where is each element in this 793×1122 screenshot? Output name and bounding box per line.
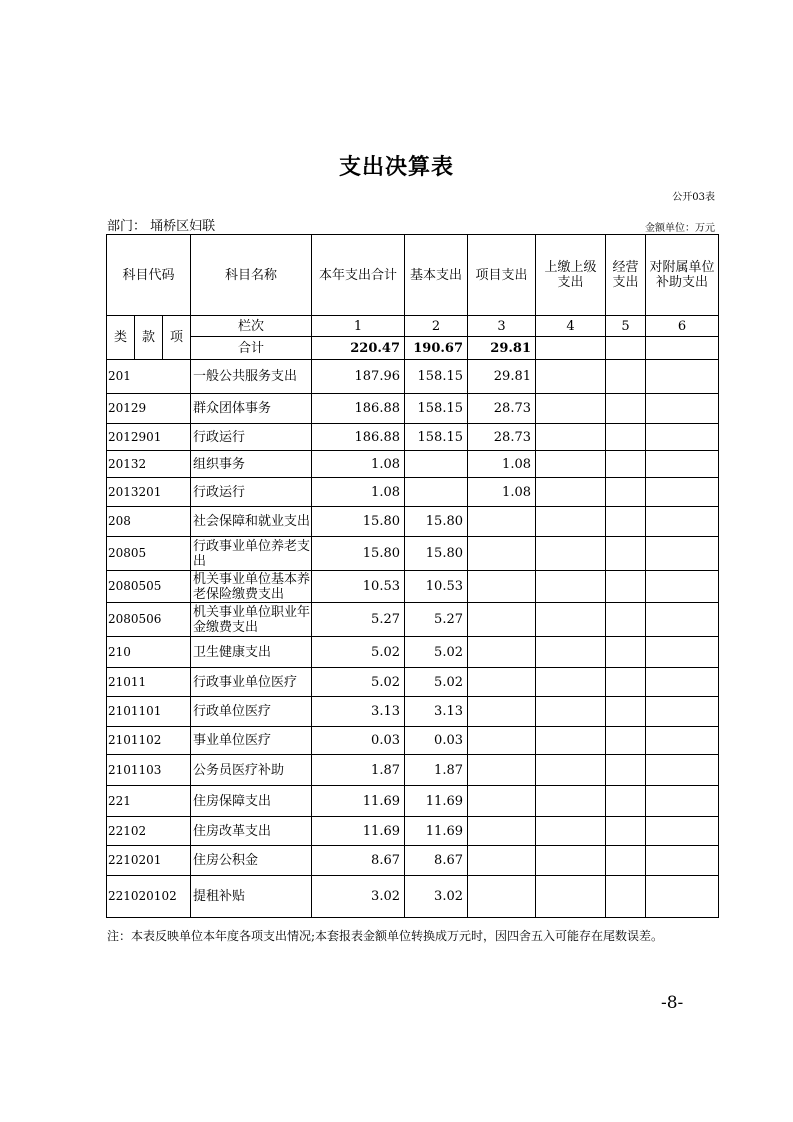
amount-project — [468, 571, 536, 603]
amount-operating — [606, 727, 646, 755]
amount-total: 5.02 — [312, 637, 405, 668]
amount-operating — [606, 697, 646, 727]
total-upper — [536, 337, 606, 360]
form-number: 公开03表 — [672, 192, 715, 203]
subject-code: 2101102 — [107, 727, 191, 755]
subject-code: 221020102 — [107, 876, 191, 918]
amount-subsidiary — [646, 668, 719, 697]
amount-subsidiary — [646, 876, 719, 918]
table-row — [107, 478, 719, 507]
amount-basic: 15.80 — [405, 537, 468, 571]
header-basic: 基本支出 — [405, 235, 468, 316]
subject-name: 群众团体事务 — [191, 394, 312, 424]
subject-code: 2080506 — [107, 603, 191, 637]
header-lei: 类 — [107, 316, 135, 360]
amount-operating — [606, 603, 646, 637]
amount-project — [468, 697, 536, 727]
subject-name: 公务员医疗补助 — [191, 755, 312, 786]
amount-subsidiary — [646, 537, 719, 571]
amount-subsidiary — [646, 817, 719, 846]
amount-subsidiary — [646, 755, 719, 786]
amount-operating — [606, 571, 646, 603]
header-operating: 经营支出 — [606, 235, 646, 316]
amount-project: 28.73 — [468, 424, 536, 451]
sum-label: 合计 — [191, 337, 312, 360]
amount-project — [468, 668, 536, 697]
amount-total: 3.13 — [312, 697, 405, 727]
amount-operating — [606, 668, 646, 697]
amount-total: 11.69 — [312, 786, 405, 817]
header-subject-code: 科目代码 — [107, 235, 191, 316]
amount-basic — [405, 451, 468, 478]
amount-project: 1.08 — [468, 451, 536, 478]
amount-total: 5.27 — [312, 603, 405, 637]
amount-operating — [606, 478, 646, 507]
amount-project — [468, 846, 536, 876]
amount-upper — [536, 537, 606, 571]
subject-name: 行政事业单位医疗 — [191, 668, 312, 697]
subject-code: 22102 — [107, 817, 191, 846]
table-row — [107, 424, 719, 451]
amount-project — [468, 755, 536, 786]
amount-operating — [606, 394, 646, 424]
amount-total: 5.02 — [312, 668, 405, 697]
total-subsidiary — [646, 337, 719, 360]
amount-upper — [536, 876, 606, 918]
column-number: 1 — [312, 316, 405, 337]
amount-upper — [536, 786, 606, 817]
amount-project: 29.81 — [468, 360, 536, 394]
subject-name: 社会保障和就业支出 — [191, 507, 312, 537]
amount-upper — [536, 451, 606, 478]
table-row — [107, 817, 719, 846]
header-upper: 上缴上级支出 — [536, 235, 606, 316]
table-row — [107, 697, 719, 727]
amount-operating — [606, 817, 646, 846]
table-row — [107, 876, 719, 918]
amount-upper — [536, 668, 606, 697]
amount-operating — [606, 786, 646, 817]
table-row — [107, 755, 719, 786]
amount-operating — [606, 755, 646, 786]
total-operating — [606, 337, 646, 360]
amount-basic: 0.03 — [405, 727, 468, 755]
amount-total: 8.67 — [312, 846, 405, 876]
amount-total: 1.87 — [312, 755, 405, 786]
footnote: 注：本表反映单位本年度各项支出情况;本套报表金额单位转换成万元时，因四舍五入可能存在尾数误差。 — [107, 929, 664, 943]
header-project: 项目支出 — [468, 235, 536, 316]
column-number: 5 — [606, 316, 646, 337]
amount-total: 186.88 — [312, 394, 405, 424]
amount-basic: 158.15 — [405, 424, 468, 451]
total-amount: 220.47 — [312, 337, 405, 360]
amount-project — [468, 817, 536, 846]
amount-subsidiary — [646, 424, 719, 451]
amount-upper — [536, 755, 606, 786]
subject-code: 20805 — [107, 537, 191, 571]
table-row — [107, 846, 719, 876]
amount-upper — [536, 394, 606, 424]
amount-upper — [536, 424, 606, 451]
header-total: 本年支出合计 — [312, 235, 405, 316]
subject-name: 住房保障支出 — [191, 786, 312, 817]
subject-code: 21011 — [107, 668, 191, 697]
amount-unit-label: 金额单位：万元 — [645, 223, 715, 234]
column-number: 4 — [536, 316, 606, 337]
amount-project: 28.73 — [468, 394, 536, 424]
expenditure-table — [106, 234, 719, 918]
subject-code: 2012901 — [107, 424, 191, 451]
column-order-row — [107, 316, 719, 337]
amount-upper — [536, 478, 606, 507]
amount-project — [468, 507, 536, 537]
amount-subsidiary — [646, 603, 719, 637]
amount-total: 11.69 — [312, 817, 405, 846]
amount-upper — [536, 603, 606, 637]
amount-subsidiary — [646, 394, 719, 424]
amount-operating — [606, 537, 646, 571]
subject-code: 2210201 — [107, 846, 191, 876]
subject-code: 2101101 — [107, 697, 191, 727]
amount-basic: 1.87 — [405, 755, 468, 786]
amount-operating — [606, 507, 646, 537]
total-project: 29.81 — [468, 337, 536, 360]
column-number: 6 — [646, 316, 719, 337]
table-row — [107, 727, 719, 755]
amount-upper — [536, 507, 606, 537]
header-xiang: 项 — [163, 316, 191, 360]
amount-upper — [536, 697, 606, 727]
amount-operating — [606, 637, 646, 668]
amount-operating — [606, 846, 646, 876]
amount-subsidiary — [646, 846, 719, 876]
amount-subsidiary — [646, 637, 719, 668]
department-label: 部门： 埇桥区妇联 — [107, 219, 216, 234]
subject-code: 2080505 — [107, 571, 191, 603]
subject-name: 提租补贴 — [191, 876, 312, 918]
header-row — [107, 235, 719, 316]
amount-project — [468, 727, 536, 755]
subject-name: 卫生健康支出 — [191, 637, 312, 668]
subject-code: 210 — [107, 637, 191, 668]
table-row — [107, 537, 719, 571]
header-kuan: 款 — [135, 316, 163, 360]
amount-subsidiary — [646, 360, 719, 394]
amount-subsidiary — [646, 786, 719, 817]
column-number: 3 — [468, 316, 536, 337]
subject-name: 机关事业单位基本养老保险缴费支出 — [191, 571, 312, 603]
amount-total: 186.88 — [312, 424, 405, 451]
amount-total: 3.02 — [312, 876, 405, 918]
amount-upper — [536, 637, 606, 668]
amount-basic: 158.15 — [405, 394, 468, 424]
amount-basic: 5.27 — [405, 603, 468, 637]
subject-name: 机关事业单位职业年金缴费支出 — [191, 603, 312, 637]
amount-project — [468, 876, 536, 918]
amount-total: 1.08 — [312, 451, 405, 478]
amount-subsidiary — [646, 507, 719, 537]
table-row — [107, 637, 719, 668]
subject-code: 221 — [107, 786, 191, 817]
amount-basic: 5.02 — [405, 668, 468, 697]
page-number: -8- — [661, 993, 684, 1013]
amount-total: 15.80 — [312, 507, 405, 537]
table-row — [107, 668, 719, 697]
header-subsidiary: 对附属单位补助支出 — [646, 235, 719, 316]
amount-operating — [606, 451, 646, 478]
table-row — [107, 451, 719, 478]
column-number: 2 — [405, 316, 468, 337]
amount-upper — [536, 727, 606, 755]
page-title: 支出决算表 — [338, 155, 454, 180]
amount-basic: 10.53 — [405, 571, 468, 603]
amount-basic: 8.67 — [405, 846, 468, 876]
subject-code: 208 — [107, 507, 191, 537]
amount-operating — [606, 876, 646, 918]
amount-project — [468, 637, 536, 668]
table-row — [107, 571, 719, 603]
amount-total: 0.03 — [312, 727, 405, 755]
subject-code: 2013201 — [107, 478, 191, 507]
amount-total: 1.08 — [312, 478, 405, 507]
amount-upper — [536, 571, 606, 603]
subject-name: 行政单位医疗 — [191, 697, 312, 727]
totals-row — [107, 337, 719, 360]
amount-subsidiary — [646, 478, 719, 507]
amount-subsidiary — [646, 727, 719, 755]
subject-name: 住房公积金 — [191, 846, 312, 876]
amount-basic: 11.69 — [405, 786, 468, 817]
amount-project — [468, 603, 536, 637]
table-row — [107, 360, 719, 394]
total-basic: 190.67 — [405, 337, 468, 360]
header-subject-name: 科目名称 — [191, 235, 312, 316]
table-row — [107, 603, 719, 637]
subject-name: 组织事务 — [191, 451, 312, 478]
amount-project — [468, 537, 536, 571]
subject-name: 行政运行 — [191, 478, 312, 507]
amount-total: 15.80 — [312, 537, 405, 571]
amount-basic: 3.02 — [405, 876, 468, 918]
amount-project — [468, 786, 536, 817]
amount-upper — [536, 817, 606, 846]
amount-total: 187.96 — [312, 360, 405, 394]
table-row — [107, 507, 719, 537]
amount-operating — [606, 360, 646, 394]
amount-basic: 11.69 — [405, 817, 468, 846]
subject-code: 20132 — [107, 451, 191, 478]
table-row — [107, 786, 719, 817]
amount-upper — [536, 360, 606, 394]
amount-basic: 15.80 — [405, 507, 468, 537]
subject-name: 事业单位医疗 — [191, 727, 312, 755]
amount-upper — [536, 846, 606, 876]
amount-basic: 158.15 — [405, 360, 468, 394]
table-row — [107, 394, 719, 424]
amount-total: 10.53 — [312, 571, 405, 603]
subject-name: 行政运行 — [191, 424, 312, 451]
amount-operating — [606, 424, 646, 451]
subject-code: 201 — [107, 360, 191, 394]
amount-basic: 5.02 — [405, 637, 468, 668]
amount-subsidiary — [646, 571, 719, 603]
subject-code: 2101103 — [107, 755, 191, 786]
amount-subsidiary — [646, 451, 719, 478]
subject-name: 住房改革支出 — [191, 817, 312, 846]
subject-name: 一般公共服务支出 — [191, 360, 312, 394]
amount-subsidiary — [646, 697, 719, 727]
amount-basic — [405, 478, 468, 507]
subject-name: 行政事业单位养老支出 — [191, 537, 312, 571]
subject-code: 20129 — [107, 394, 191, 424]
amount-basic: 3.13 — [405, 697, 468, 727]
amount-project: 1.08 — [468, 478, 536, 507]
column-order-label: 栏次 — [191, 316, 312, 337]
